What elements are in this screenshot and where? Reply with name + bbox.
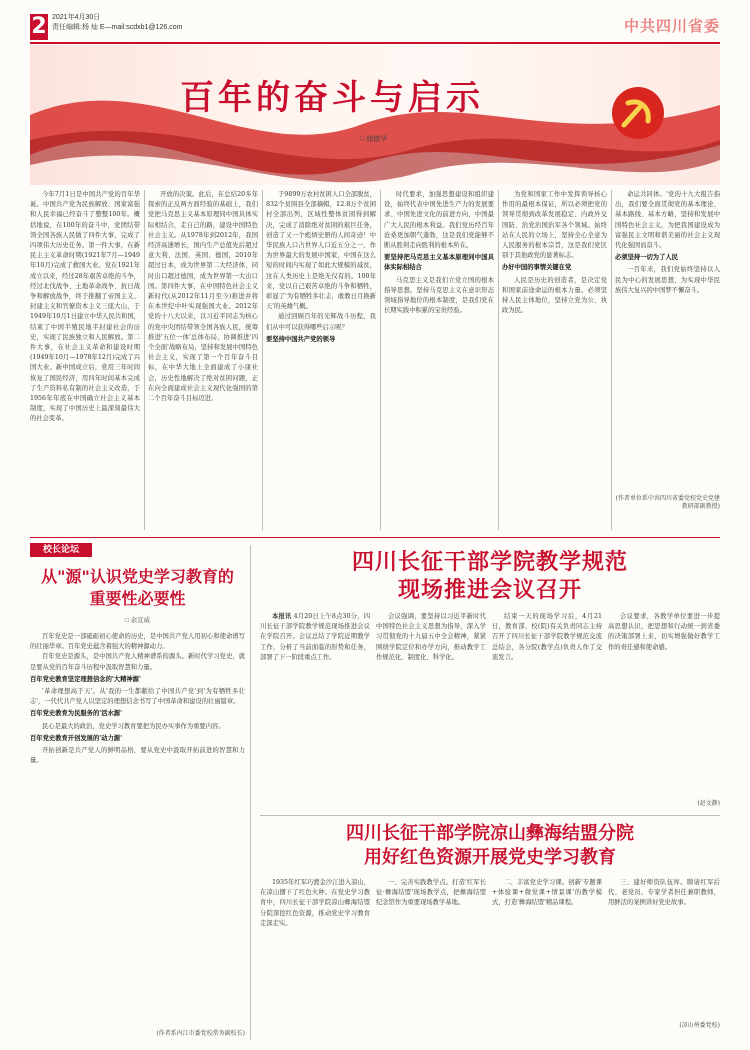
paragraph: 1935年红军巧渡金沙江进入凉山，在凉山播下了红色火种。在党史学习教育中，四川长征干部学院凉山彝海结盟分院深挖红色资源，推动党史学习教育走深走实。 [260, 879, 370, 927]
news1-column-3 [492, 612, 602, 812]
subheading: 百年党史教育开创发展的'动力源' [30, 734, 123, 742]
subheading: 必须坚持一切为了人民 [615, 254, 678, 262]
date-line: 2021年4月30日 [52, 14, 101, 21]
paragraph: '革命理想高于天'。从'我的一生都献给了中国共产党'到'为有牺牲多壮志'，一代代共产党人以坚定的理想信念书写了中国革命和建设的壮丽篇章。 [30, 688, 245, 706]
subheading: 百年党史教育为民服务的'活水源' [30, 710, 123, 718]
news2-title-line1: 四川长征干部学院凉山彝海结盟分院 [346, 823, 634, 844]
subheading: 办好中国的事情关键在党 [502, 264, 572, 272]
column-divider [144, 190, 145, 530]
news1-title-line1: 四川长征干部学院教学规范 [351, 549, 628, 575]
column-divider [498, 190, 499, 530]
header-rule [30, 42, 720, 44]
paragraph: 通过回顾百年的光辉战斗历程，我们从中可以获得哪些启示呢？ [266, 313, 376, 331]
masthead: 中共四川省委 [623, 17, 720, 35]
editor-line: 责任编辑:杨 灿 E—mail:scdxb1@126.com [52, 24, 183, 31]
news2-credit: (凉山州委党校) [679, 1022, 720, 1029]
section-rule [260, 815, 720, 816]
forum-title-line2: 重要性必要性 [89, 589, 186, 608]
feature-column-3 [266, 190, 376, 530]
section-tag: 校长论坛 [30, 543, 92, 557]
paragraph: 开拓创新是共产党人的鲜明品格，要从党史中汲取开拓前进的智慧和力量。 [30, 747, 245, 765]
party-emblem-icon [612, 87, 664, 139]
feature-credit: (作者单位系中共四川省委党校党史党建教研部副教授) [615, 495, 720, 510]
lead-text: 4月20日上午8点30分，四川长征干部学院教学规范现场推进会议在学院召开。会议总结了学院近期教学工作，分析了当前面临的形势和任务，部署了下一阶段重点工作。 [260, 613, 370, 661]
subheading: 要坚持把马克思主义基本原理同中国具体实际相结合 [384, 254, 494, 272]
news1-credit: (赵文静) [697, 800, 720, 807]
paragraph: 今年7月1日是中国共产党的百年华诞。中国共产党为民族解放、国家富强和人民幸福已经奋斗了整整100年。概括地说，在100年的奋斗中，党团结带领全国各族人民做了四件大事，完成了四项伟大历史任务。第一件大事，在新民主主义革命时期(1921年7月—1949年10月)完成了救国大业。党在1921年成立以来，经过28年艰苦卓绝的斗争，经过北伐战争、土地革命战争、抗日战争和解放战争，终于推翻了帝国主义、封建主义和官僚资本主义三座大山，于1949年10月1日建立中华人民共和国，结束了中国半殖民地半封建社会的历史，实现了民族独立和人民解放。第二件大事，在社会主义革命和建设时期(1949年10月—1978年12月)完成了兴国大业。新中国成立后，党用三年时间恢复了国民经济，用四年时间基本完成了生产资料私有制的社会主义改造，于1956年年底在中国确立社会主义基本制度，实现了中国历史上最深刻最伟大的社会变革。 [30, 191, 140, 423]
news2-column-4 [608, 878, 720, 1018]
page-number: 2 [31, 14, 47, 39]
news1-column-1 [260, 612, 370, 812]
paragraph: 二、丰富党史学习课。创新'专题课+体验课+微党课+情景课'的教学模式，打造'彝海结盟'精品课程。 [492, 879, 602, 907]
column-divider [380, 190, 381, 530]
paragraph: 于9899万农村贫困人口全部脱贫，832个贫困县全部摘帽，12.8万个贫困村全部出列，区域性整体贫困得到解决，完成了消除绝对贫困的艰巨任务，创造了又一个彪炳史册的人间奇迹！中华民族人口占世界人口近五分之一，作为世界最大的发展中国家，中国在这么短的时间内实现了如此大规模的减贫，这在人类历史上是绝无仅有的。100年来，党以自己艰苦卓绝的斗争和牺牲，彰显了'为有牺牲多壮志，敢教日月换新天'的英雄气概。 [266, 191, 376, 311]
paragraph: 一、完善实践教学点。打造'红军长征·彝海结盟'现场教学点，把彝海结盟纪念馆作为重要现场教学基地。 [376, 879, 486, 907]
feature-column-6 [615, 190, 720, 490]
news2-column-2 [376, 878, 486, 1033]
paragraph: 命运共同体。'党的十九大报告指出，我们要全面贯彻党的基本理论、基本路线、基本方略，坚持和发展中国特色社会主义，为把我国建设成为富强民主文明和谐美丽的社会主义现代化强国而奋斗。 [615, 191, 720, 250]
paragraph: 百年党史是源头，是中国共产党人精神谱系的源头。新时代学习党史，就是要从党的百年奋斗历程中汲取智慧和力量。 [30, 653, 245, 671]
news1-column-4 [608, 612, 720, 797]
news2-column-1 [260, 878, 370, 1033]
forum-author: □ 余宣威 [124, 617, 151, 624]
paragraph: 一百年来，我们党始终坚持以人民为中心的发展思想，为实现中华民族伟大复兴的中国梦不懈奋斗。 [615, 266, 720, 294]
feature-column-1 [30, 190, 140, 530]
paragraph: 结束一天的现场学习后，4月21日，教育部、校(院)有关负责同志主持召开了四川长征干部学院教学规范交流总结会，各分院(教学点)负责人作了交流发言。 [492, 613, 602, 661]
news1-title-line2: 现场推进会议召开 [397, 577, 582, 603]
section-rule [30, 537, 720, 538]
news1-column-2 [376, 612, 486, 812]
feature-author: □ 储德华 [360, 136, 388, 143]
paragraph: 三、建好师资队伍库。聘请红军后代、老党员、专家学者担任兼职教师，用鲜活的案例讲好党史故事。 [608, 879, 720, 907]
column-divider [262, 190, 263, 530]
column-divider [611, 190, 612, 530]
paragraph: 时代要求，加强思想建设和组织建设，始终代表中国先进生产力的发展要求、中国先进文化的前进方向、中国最广大人民的根本利益。我们党历经百年沧桑更加朝气蓬勃，这是我们党能够不断从胜利走向胜利的根本所在。 [384, 191, 494, 250]
feature-title: 百年的奋斗与启示 [180, 78, 484, 118]
feature-column-4 [384, 190, 494, 530]
paragraph: 会议要求，各教学单位要进一步提高思想认识，把思想和行动统一到省委的决策部署上来，切实增强做好教学工作的责任感和使命感。 [608, 613, 720, 651]
news2-column-3 [492, 878, 602, 1033]
paragraph: 百年党史是一部砥砺初心使命的历史，是中国共产党人用初心和使命谱写的壮丽华章。百年党史蕴含着强大的精神源动力。 [30, 633, 245, 651]
paragraph: 民心是最大的政治，党史学习教育要把为民办实事作为重要内容。 [42, 722, 225, 730]
news2-title-line2: 用好红色资源开展党史学习教育 [364, 847, 616, 868]
lead-label: 本报讯 [272, 613, 292, 620]
paragraph: 人民是历史的创造者，是决定党和国家前途命运的根本力量。必须坚持人民主体地位，坚持立党为公、执政为民。 [502, 276, 607, 315]
subheading: 要坚持中国共产党的领导 [266, 335, 336, 343]
paragraph [260, 612, 370, 663]
forum-body [30, 632, 245, 1027]
paragraph: 开放的决策。此后，在总结20多年探索的正反两方面经验的基础上，我们党把马克思主义基本原理同中国具体实际相结合，走自己的路，建设中国特色社会主义。从1978年到2012年，我国经济高速增长，国内生产总值先后超过意大利、法国、英国、德国，2010年超过日本，成为世界第二大经济体，同时出口超过德国，成为世界第一大出口国。第四件大事，在中国特色社会主义新时代(从2012年11月至今)推进并将在本世纪中叶实现强国大业。2012年党的十八大以来，以习近平同志为核心的党中央团结带领全国各族人民，统筹推进'五位一体'总体布局、协调推进'四个全面'战略布局，坚持和发展中国特色社会主义，实现了第一个百年奋斗目标，在中华大地上全面建成了小康社会，历史性地解决了绝对贫困问题，正在向全面建成社会主义现代化强国的第二个百年奋斗目标迈进。 [148, 191, 258, 403]
forum-credit: (作者系内江市委党校常务副校长) [156, 1030, 245, 1037]
forum-title-line1: 从"源"认识党史学习教育的 [41, 567, 234, 586]
paragraph: 马克思主义是我们立党立国的根本指导思想。坚持马克思主义在意识形态领域指导地位的根本制度，是我们党在长期实践中积累的宝贵经验。 [384, 276, 494, 315]
paragraph: 为党和国家工作中发挥领导核心作用的最根本保证，所以必须把党的领导贯彻到改革发展稳定、内政外交国防、治党治国治军各个领域。始终站在人民的立场上，坚持全心全意为人民服务的根本宗旨，这是我们党区别于其他政党的显著标志。 [502, 191, 607, 260]
paragraph: 会议强调，要坚持以习近平新时代中国特色社会主义思想为指导，深入学习贯彻党的十九届五中全会精神，紧紧围绕学院定位和办学方向，推动教学工作规范化、制度化、科学化。 [376, 613, 486, 661]
feature-column-2 [148, 190, 258, 530]
section-divider [250, 545, 251, 1040]
subheading: 百年党史教育坚定理想信念的'大精神源' [30, 675, 141, 683]
feature-column-5 [502, 190, 607, 530]
